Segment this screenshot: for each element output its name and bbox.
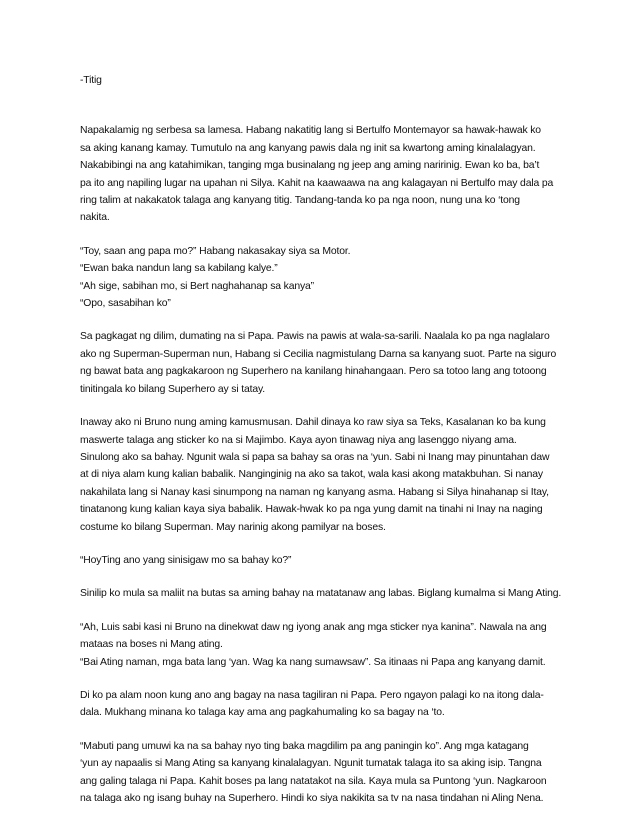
- text-line: “Opo, sasabihan ko”: [80, 298, 171, 310]
- text-line: ng bawat bata ang pagkakaroon ng Superhero na kanilang hinahangaan. Pero sa totoo lang ang totoong: [80, 366, 547, 378]
- spacer: [80, 398, 566, 414]
- text-line: costume ko bilang Superman. May narinig akong pamilyar na boses.: [80, 521, 386, 533]
- text-line: Sa pagkagat ng dilim, dumating na si Papa. Pawis na pawis at wala-sa-sarili. Naalala ko pa nga naglalaro: [80, 331, 550, 343]
- spacer: [80, 89, 566, 122]
- document-page: [80, 72, 566, 807]
- text-line: tinitingala ko bilang Superhero ay si tatay.: [80, 383, 265, 395]
- spacer: [80, 227, 566, 243]
- text-line: at di niya alam kung kalian babalik. Nanginginig na ako sa takot, wala kasi akong matakbuhan. Si nanay: [80, 469, 543, 481]
- spacer: [80, 569, 566, 585]
- spacer: [80, 536, 566, 552]
- text-line: na talaga ako ng isang buhay na Superhero. Hindi ko siya nakikita sa tv na nasa tindahan ni Aling Nena.: [80, 793, 544, 804]
- text-line: ‘yun ay napaalis si Mang Ating sa kanyang kinalalagyan. Ngunit tumatak talaga ito sa aking isip. Tangna: [80, 758, 542, 770]
- text-line: sa aking kanang kamay. Tumutulo na ang kanyang pawis dala ng init sa kwartong aming kinalalagyan.: [80, 142, 536, 154]
- paragraph-3: [80, 328, 566, 398]
- paragraph-2: [80, 243, 566, 313]
- text-line: nakahilata lang si Nanay kasi sinumpong na naman ng kanyang asma. Habang si Silya hinahanap si Itay,: [80, 486, 549, 498]
- text-line: “Ah sige, sabihan mo, si Bert naghahanap sa kanya”: [80, 280, 314, 292]
- text-line: Di ko pa alam noon kung ano ang bagay na nasa tagiliran ni Papa. Pero ngayon palagi ko na itong dala-: [80, 689, 544, 701]
- text-line: nakita.: [80, 212, 110, 224]
- text-line: “Ah, Luis sabi kasi ni Bruno na dinekwat daw ng iyong anak ang mga sticker nya kanina”. Nawala na ang: [80, 621, 547, 633]
- text-line: maswerte talaga ang sticker ko na si Majimbo. Kaya ayon tinawag niya ang lasenggo niyang ama.: [80, 434, 517, 446]
- paragraph-6: [80, 585, 566, 602]
- text-line: “Mabuti pang umuwi ka na sa bahay nyo ting baka magdilim pa ang paningin ko”. Ang mga katagang: [80, 740, 529, 752]
- text-line: mataas na boses ni Mang ating.: [80, 639, 223, 651]
- spacer: [80, 671, 566, 687]
- spacer: [80, 603, 566, 619]
- text-line: Sinulong ako sa bahay. Ngunit wala si papa sa bahay sa oras na ‘yun. Sabi ni Inang may pinuntahan daw: [80, 451, 550, 463]
- paragraph-4: [80, 414, 566, 536]
- paragraph-5: [80, 552, 566, 569]
- text-line: tinatanong kung kalian kaya siya babalik. Hawak-hwak ko pa nga yung damit na tinahi ni Inay na naging: [80, 504, 543, 516]
- text-line: Nakabibingi na ang katahimikan, tanging mga businalang ng jeep ang aming naririnig. Ewan ko ba, ba’t: [80, 160, 540, 172]
- spacer: [80, 312, 566, 328]
- text-line: pa ito ang napiling lugar na upahan ni Silya. Kahit na kaawaawa na ang kalagayan ni Bertulfo may dala pa: [80, 177, 554, 189]
- paragraph-1: [80, 122, 566, 226]
- text-line: Sinilip ko mula sa maliit na butas sa aming bahay na matatanaw ang labas. Biglang kumalma si Mang Ating.: [80, 588, 562, 600]
- text-line: ang galing talaga ni Papa. Kahit boses pa lang natatakot na sila. Kaya mula sa Puntong ‘yun. Nagkaroon: [80, 775, 547, 787]
- paragraph-9: [80, 738, 566, 808]
- text-line: ako ng Superman-Superman nun, Habang si Cecilia nagmistulang Darna sa kanyang suot. Parte na siguro: [80, 348, 557, 360]
- text-line: “Ewan baka nandun lang sa kabilang kalye.”: [80, 263, 278, 275]
- paragraph-7: [80, 619, 566, 671]
- text-line: “HoyTing ano yang sinisigaw mo sa bahay ko?”: [80, 554, 292, 566]
- text-line: Inaway ako ni Bruno nung aming kamusmusan. Dahil dinaya ko raw siya sa Teks, Kasalanan ko ba kung: [80, 417, 546, 429]
- text-line: ring talim at nakakatok talaga ang kanyang titig. Tandang-tanda ko pa nga noon, nung una ko ‘tong: [80, 195, 520, 207]
- text-line: Napakalamig ng serbesa sa lamesa. Habang nakatitig lang si Bertulfo Montemayor sa hawak-hawak ko: [80, 125, 541, 137]
- text-line: dala. Mukhang minana ko talaga kay ama ang pagkahumaling ko sa bagay na ‘to.: [80, 707, 445, 719]
- document-title: -Titig: [80, 75, 102, 86]
- text-line: “Bai Ating naman, mga bata lang ‘yan. Wag ka nang sumawsaw”. Sa itinaas ni Papa ang kanyang damit.: [80, 656, 546, 668]
- spacer: [80, 722, 566, 738]
- text-line: “Toy, saan ang papa mo?” Habang nakasakay siya sa Motor.: [80, 245, 351, 257]
- paragraph-8: [80, 687, 566, 722]
